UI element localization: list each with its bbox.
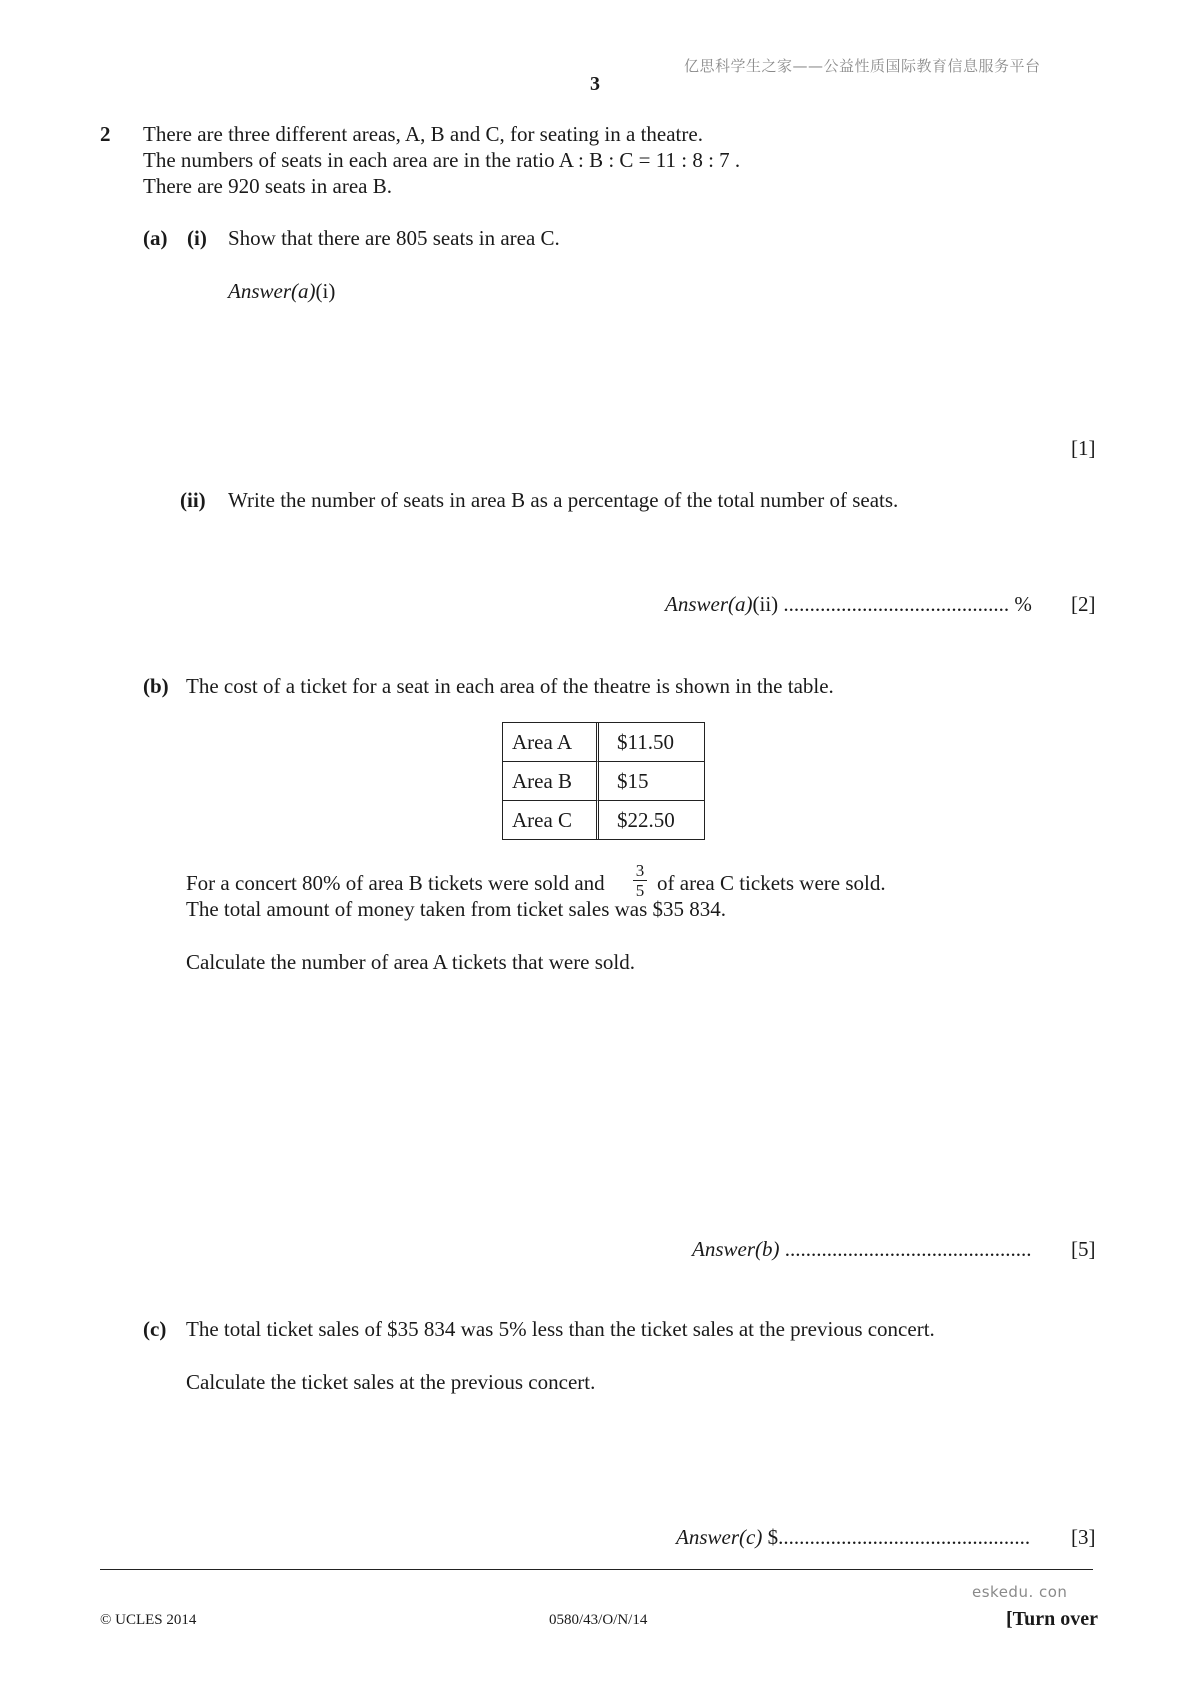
table-row — [503, 800, 704, 839]
part-a-ii-answer-line — [665, 592, 1032, 617]
footer-turn-over: [Turn over — [1006, 1608, 1099, 1630]
part-b-instruction: Calculate the number of area A tickets that were sold. — [186, 950, 636, 974]
part-a-i-text: Show that there are 805 seats in area C. — [228, 226, 560, 250]
part-a-i-answer-label — [228, 279, 335, 304]
part-b-line-2: The total amount of money taken from ticket sales was $35 834. — [186, 897, 727, 921]
fraction-numerator: 3 — [635, 861, 645, 880]
fraction-denominator: 5 — [635, 881, 645, 900]
answer-label-italic: Answer(c) — [676, 1525, 763, 1549]
part-c-label: (c) — [143, 1317, 167, 1341]
answer-label-suffix: (i) — [315, 279, 336, 303]
ticket-cost-table — [502, 722, 705, 840]
answer-dots: ........................................... — [783, 592, 1010, 616]
footer-copyright: © UCLES 2014 — [100, 1612, 197, 1628]
part-b-label: (b) — [143, 674, 169, 698]
part-c-marks: [3] — [1071, 1525, 1096, 1549]
answer-label-suffix: (ii) — [752, 592, 779, 616]
answer-dots: ............................................... — [784, 1237, 1032, 1261]
question-intro-line-2: The numbers of seats in each area are in the ratio A : B : C = 11 : 8 : 7 . — [143, 148, 741, 172]
part-a-i-label: (i) — [187, 226, 207, 250]
question-intro-line-1: There are three different areas, A, B and C, for seating in a theatre. — [143, 122, 703, 146]
part-b-line-1-after: of area C tickets were sold. — [657, 871, 886, 895]
answer-prefix: $ — [767, 1525, 779, 1549]
table-cell-area: Area B — [503, 761, 599, 800]
part-a-ii-marks: [2] — [1071, 592, 1096, 616]
part-c-text: The total ticket sales of $35 834 was 5% less than the ticket sales at the previous concert. — [186, 1317, 935, 1341]
header-watermark: 亿思科学生之家——公益性质国际教育信息服务平台 — [684, 57, 1041, 75]
answer-label-italic: Answer(a) — [228, 279, 316, 303]
answer-unit: % — [1014, 592, 1032, 616]
answer-dots: ................................................ — [778, 1525, 1031, 1549]
footer-watermark: eskedu. con — [972, 1583, 1068, 1601]
part-a-i-marks: [1] — [1071, 436, 1096, 460]
part-b-answer-line — [692, 1237, 1032, 1262]
footer-paper-code: 0580/43/O/N/14 — [549, 1612, 648, 1628]
table-cell-cost: $22.50 — [599, 800, 704, 839]
answer-label-italic: Answer(a) — [665, 592, 753, 616]
part-a-ii-text: Write the number of seats in area B as a percentage of the total number of seats. — [228, 488, 899, 512]
footer-divider — [100, 1569, 1093, 1570]
part-a-ii-label: (ii) — [180, 488, 206, 512]
part-c-answer-line — [676, 1525, 1030, 1550]
table-cell-area: Area C — [503, 800, 599, 839]
question-intro-line-3: There are 920 seats in area B. — [143, 174, 392, 198]
part-a-label: (a) — [143, 226, 168, 250]
answer-label-italic: Answer(b) — [692, 1237, 780, 1261]
table-cell-cost: $11.50 — [617, 729, 674, 754]
table-cell-cost: $15 — [599, 761, 704, 800]
part-b-line-1-before: For a concert 80% of area B tickets were sold and — [186, 871, 605, 895]
table-row — [503, 723, 704, 761]
part-b-text: The cost of a ticket for a seat in each area of the theatre is shown in the table. — [186, 674, 834, 698]
part-c-instruction: Calculate the ticket sales at the previous concert. — [186, 1370, 596, 1394]
question-number: 2 — [100, 122, 111, 146]
table-cell-area: Area A — [503, 723, 599, 761]
page-number: 3 — [590, 73, 600, 95]
table-row — [503, 761, 704, 800]
fraction-three-fifths — [633, 862, 647, 899]
part-b-marks: [5] — [1071, 1237, 1096, 1261]
